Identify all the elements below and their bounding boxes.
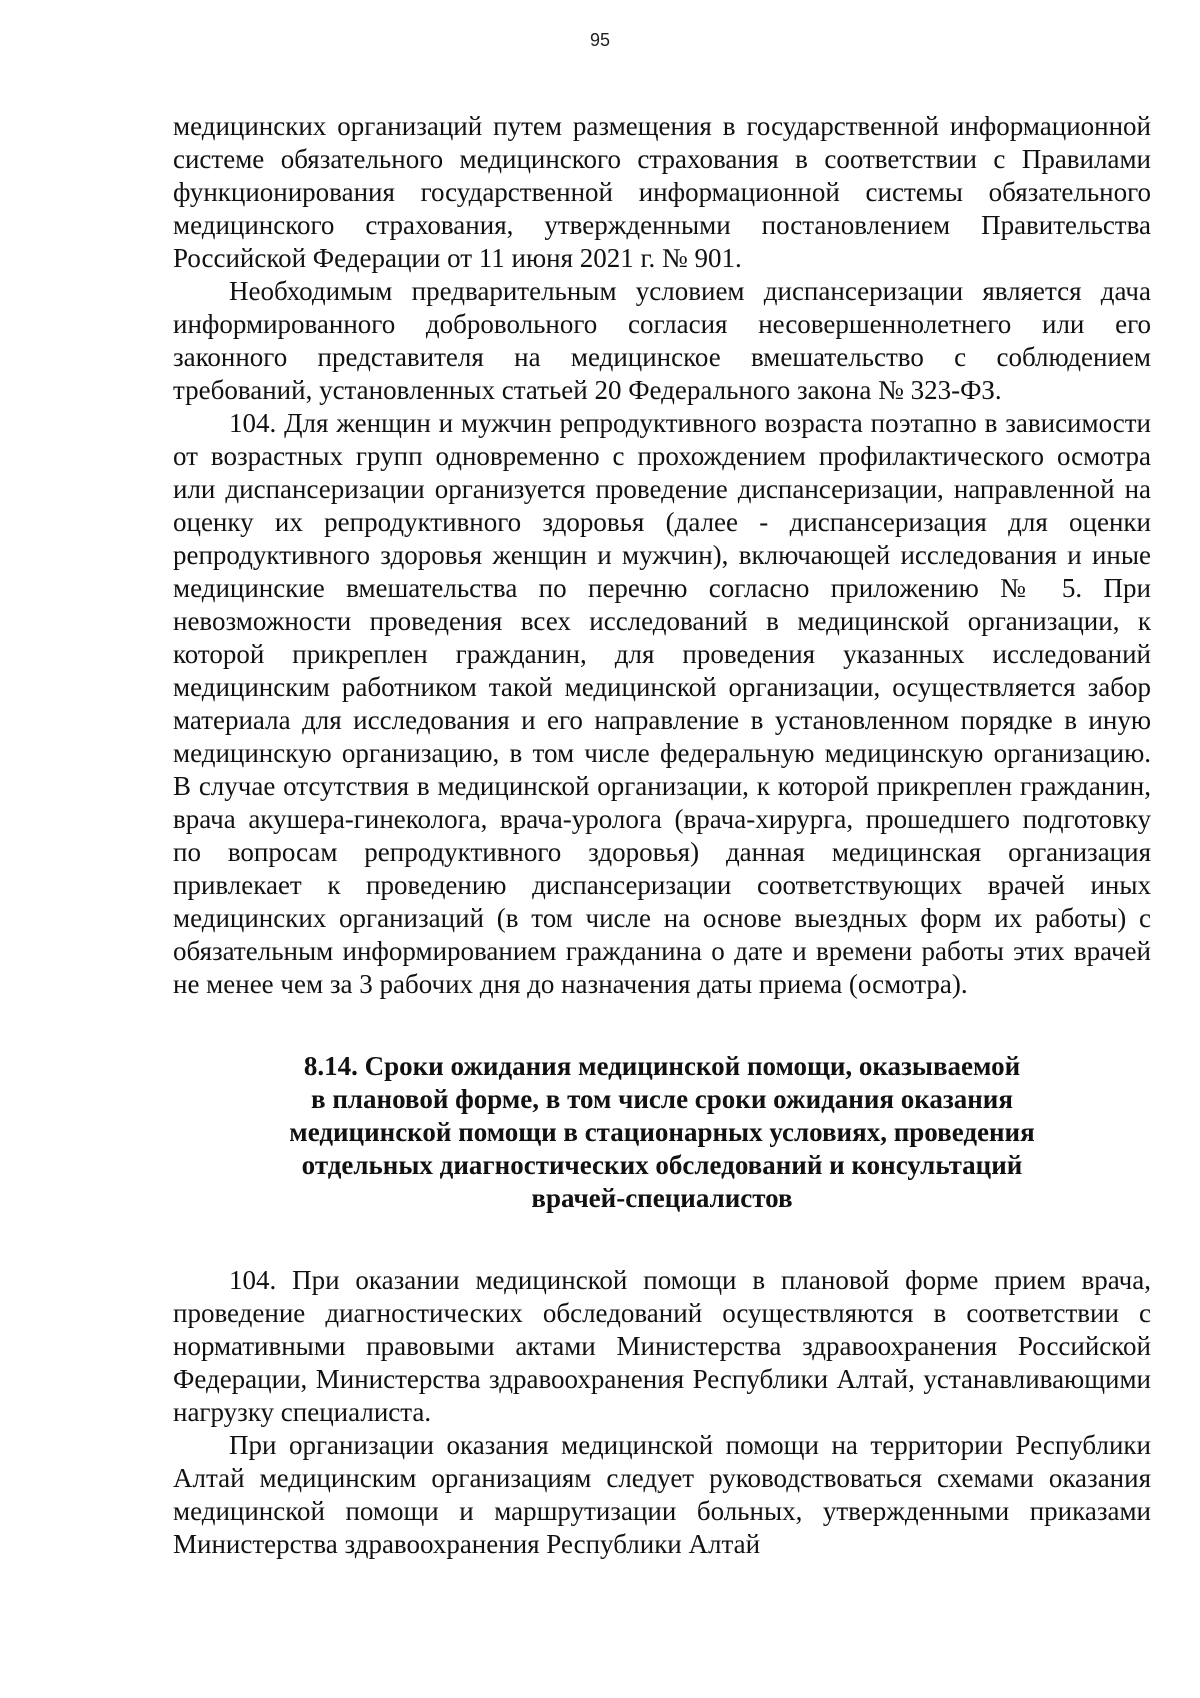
heading-line: врачей-специалистов: [531, 1183, 793, 1213]
section-heading-8-14: [173, 1050, 1151, 1215]
heading-line: отдельных диагностических обследований и консультаций: [301, 1150, 1023, 1180]
document-body: [173, 110, 1151, 1561]
paragraph-routing: При организации оказания медицинской помощи на территории Республики Алтай медицинским организациям следует руководствоваться схемами оказания медицинской помощи и маршрутизации больных, утвержденными приказами Министерства здравоохранения Республики Алтай: [173, 1430, 1151, 1559]
heading-line: 8.14. Сроки ожидания медицинской помощи, оказываемой: [303, 1051, 1021, 1081]
paragraph-104-planned-care: 104. При оказании медицинской помощи в плановой форме прием врача, проведение диагностических обследований осуществляются в соответствии с нормативными правовыми актами Министерства здравоохранения Российской Федерации, Министерства здравоохранения Республики Алтай, устанавливающими нагрузку специалиста.: [173, 1265, 1151, 1427]
page-number: 95: [589, 30, 611, 50]
paragraph-consent: Необходимым предварительным условием диспансеризации является дача информированного добровольного согласия несовершеннолетнего или его законного представителя на медицинское вмешательство с соблюдением требований, установленных статьей 20 Федерального закона № 323-ФЗ.: [173, 276, 1151, 405]
paragraph-continuation: медицинских организаций путем размещения в государственной информационной системе обязательного медицинского страхования в соответствии с Правилами функционирования государственной информационной системы обязательного медицинского страхования, утвержденными постановлением Правительства Российской Федерации от 11 июня 2021 г. № 901.: [173, 111, 1151, 273]
paragraph-104-reproductive: 104. Для женщин и мужчин репродуктивного возраста поэтапно в зависимости от возрастных групп одновременно с прохождением профилактического осмотра или диспансеризации организуется проведение диспансеризации, направленной на оценку их репродуктивного здоровья (далее - диспансеризация для оценки репродуктивного здоровья женщин и мужчин), включающей исследования и иные медицинские вмешательства по перечню согласно приложению № 5. При невозможности проведения всех исследований в медицинской организации, к которой прикреплен гражданин, для проведения указанных исследований медицинским работником такой медицинской организации, осуществляется забор материала для исследования и его направление в установленном порядке в иную медицинскую организацию, в том числе федеральную медицинскую организацию. В случае отсутствия в медицинской организации, к которой прикреплен гражданин, врача акушера-гинеколога, врача-уролога (врача-хирурга, прошедшего подготовку по вопросам репродуктивного здоровья) данная медицинская организация привлекает к проведению диспансеризации соответствующих врачей иных медицинских организаций (в том числе на основе выездных форм их работы) с обязательным информированием гражданина о дате и времени работы этих врачей не менее чем за 3 рабочих дня до назначения даты приема (осмотра).: [173, 408, 1151, 999]
heading-line: медицинской помощи в стационарных условиях, проведения: [289, 1117, 1035, 1147]
heading-line: в плановой форме, в том числе сроки ожидания оказания: [311, 1084, 1013, 1114]
